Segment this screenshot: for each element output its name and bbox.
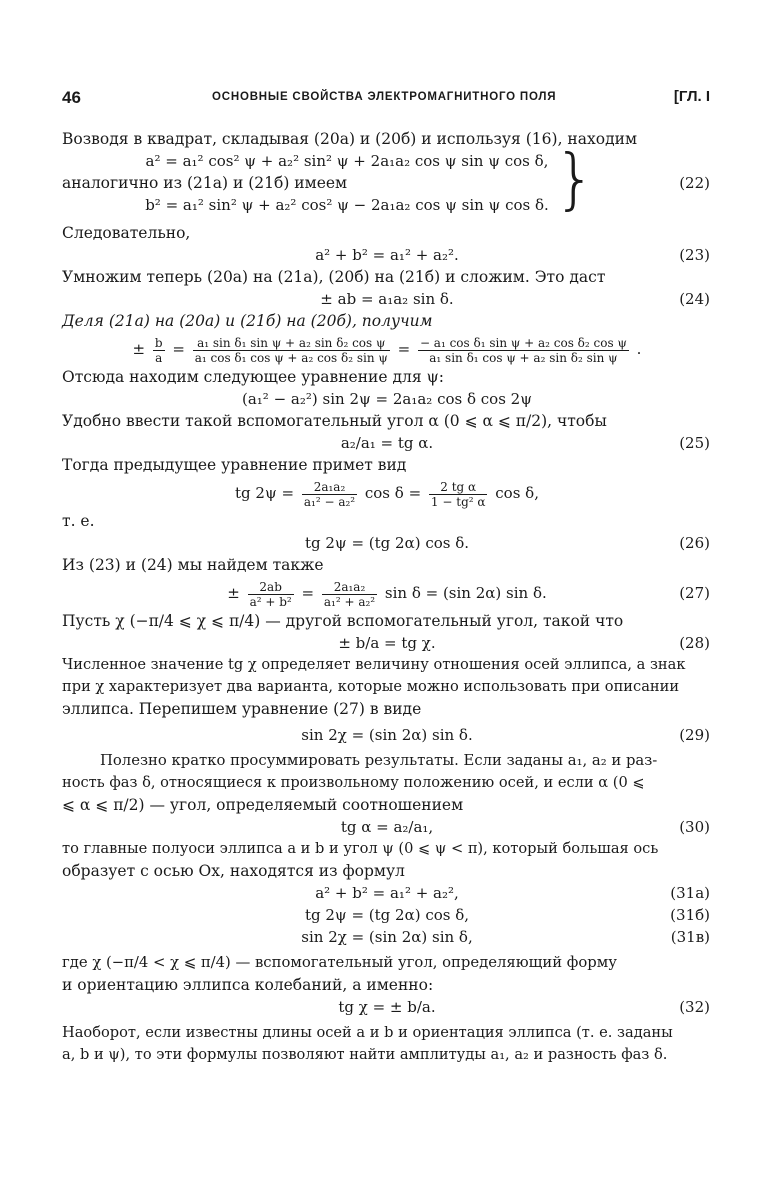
eq-part: = — [397, 340, 411, 358]
equation-number: (24) — [679, 290, 710, 308]
equation-31b — [62, 904, 712, 926]
equation-23 — [62, 244, 712, 266]
text-line: Тогда предыдущее уравнение примет вид — [62, 456, 407, 474]
denominator: a₁² + a₂² — [323, 594, 376, 609]
equation-29 — [62, 724, 712, 746]
denominator: a₁ cos δ₁ cos ψ + a₂ cos δ₂ sin ψ — [194, 350, 388, 365]
text-line: образует с осью Ox, находятся из формул — [62, 862, 405, 880]
text-line: Наоборот, если известны длины осей a и b и ориентация эллипса (т. е. заданы — [62, 1024, 673, 1041]
equation-number: (32) — [679, 998, 710, 1016]
equation-31a — [62, 882, 712, 904]
equation-number: (27) — [679, 584, 710, 602]
fraction — [153, 336, 165, 365]
text-line: Следовательно, — [62, 224, 191, 242]
eq-part: = — [172, 340, 185, 358]
equation-number: (22) — [679, 174, 710, 192]
text-line: Отсюда находим следующее уравнение для ψ: — [62, 368, 444, 386]
equation-body: tg 2ψ = (tg 2α) cos δ, — [304, 906, 470, 924]
denominator: a — [155, 350, 163, 365]
equation-body: tg 2ψ = (tg 2α) cos δ. — [304, 534, 470, 552]
denominator: a² + b² — [249, 594, 292, 609]
equation-tg — [62, 476, 712, 510]
equation-number: (23) — [679, 246, 710, 264]
equation-number: (31в) — [670, 928, 710, 946]
text-line: Численное значение tg χ определяет величину отношения осей эллипса, а знак — [62, 656, 686, 673]
equation-body: a₂/a₁ = tg α. — [340, 434, 434, 452]
numerator: b — [154, 335, 163, 350]
denominator: 1 − tg² α — [430, 494, 486, 509]
text-line: Пусть χ (−π/4 ⩽ χ ⩽ π/4) — другой вспомогательный угол, такой что — [62, 612, 624, 630]
eq-part: = — [301, 584, 315, 602]
equation-body: tg χ = ± b/a. — [338, 998, 436, 1016]
numerator: a₁ sin δ₁ sin ψ + a₂ sin δ₂ cos ψ — [193, 336, 390, 351]
equation-27 — [62, 576, 712, 610]
text-line: Из (23) и (24) мы найдем также — [62, 556, 324, 574]
eq-part: ± — [227, 584, 240, 602]
fraction — [193, 336, 390, 365]
running-title: ОСНОВНЫЕ СВОЙСТВА ЭЛЕКТРОМАГНИТНОГО ПОЛЯ — [212, 91, 557, 103]
equation-system-22 — [62, 140, 712, 217]
text-inline: аналогично из (21а) и (21б) имеем — [62, 174, 348, 192]
brace-icon: } — [554, 140, 596, 217]
equation-24 — [62, 288, 712, 310]
equation-body: sin 2χ = (sin 2α) sin δ. — [301, 726, 473, 744]
numerator: 2ab — [248, 580, 294, 595]
denominator: a₁ sin δ₁ cos ψ + a₂ sin δ₂ sin ψ — [429, 350, 618, 365]
fraction — [248, 580, 294, 609]
fraction — [302, 480, 357, 509]
page-number: 46 — [62, 88, 81, 107]
text-line: Умножим теперь (20а) на (21а), (20б) на (21б) и сложим. Это даст — [62, 268, 606, 286]
eq-part: . — [636, 340, 642, 358]
equation-26 — [62, 532, 712, 554]
chapter-label: [ГЛ. I — [673, 88, 710, 105]
eq-part: cos δ = — [364, 484, 422, 502]
equation-22b: b² = a₁² sin² ψ + a₂² cos² ψ − 2a₁a₂ cos ψ sin ψ cos δ. — [145, 196, 549, 214]
text-line: то главные полуоси эллипса a и b и угол ψ (0 ⩽ ψ < π), который большая ось — [62, 840, 659, 857]
equation-body: a² + b² = a₁² + a₂², — [315, 884, 459, 902]
equation-body: tg α = a₂/a₁, — [340, 818, 434, 836]
page-body — [62, 128, 712, 1066]
equation-number: (31а) — [670, 884, 710, 902]
fraction — [322, 580, 377, 609]
text-line: ность фаз δ, относящиеся к произвольному положению осей, и если α (0 ⩽ — [62, 774, 645, 791]
equation-body: ± ab = a₁a₂ sin δ. — [320, 290, 454, 308]
equation-body: ± b/a = tg χ. — [338, 634, 436, 652]
equation-32 — [62, 996, 712, 1018]
equation-number: (28) — [679, 634, 710, 652]
fraction — [429, 480, 488, 509]
numerator: 2a₁a₂ — [302, 480, 357, 495]
equation-body: a² + b² = a₁² + a₂². — [315, 246, 459, 264]
fraction — [418, 336, 629, 365]
eq-part: cos δ, — [495, 484, 539, 502]
text-line: эллипса. Перепишем уравнение (27) в виде — [62, 700, 422, 718]
numerator: 2a₁a₂ — [322, 580, 377, 595]
equation-number: (29) — [679, 726, 710, 744]
equation-31c — [62, 926, 712, 948]
eq-part: sin δ = (sin 2α) sin δ. — [384, 584, 547, 602]
text-line: Удобно ввести такой вспомогательный угол α (0 ⩽ α ⩽ π/2), чтобы — [62, 412, 607, 430]
equation-number: (26) — [679, 534, 710, 552]
text-line — [62, 172, 712, 194]
equation-division — [62, 332, 712, 366]
denominator: a₁² − a₂² — [303, 494, 356, 509]
equation-22a: a² = a₁² cos² ψ + a₂² sin² ψ + 2a₁a₂ cos ψ sin ψ cos δ, — [145, 152, 549, 170]
text-line: при χ характеризует два варианта, которые можно использовать при описании — [62, 678, 680, 695]
numerator: − a₁ cos δ₁ sin ψ + a₂ cos δ₂ cos ψ — [419, 335, 627, 350]
equation-number: (25) — [679, 434, 710, 452]
text-line: Полезно кратко просуммировать результаты. Если заданы a₁, a₂ и раз- — [100, 752, 658, 769]
text-line: Возводя в квадрат, складывая (20а) и (20б) и используя (16), находим — [62, 130, 637, 148]
equation-28 — [62, 632, 712, 654]
equation-number: (31б) — [670, 906, 710, 924]
text-line: a, b и ψ), то эти формулы позволяют найти амплитуды a₁, a₂ и разность фаз δ. — [62, 1046, 668, 1063]
text-line: где χ (−π/4 < χ ⩽ π/4) — вспомогательный угол, определяющий форму — [62, 954, 617, 971]
text-line: Деля (21а) на (20а) и (21б) на (20б), получим — [62, 312, 433, 330]
equation-number: (30) — [679, 818, 710, 836]
text-line: т. е. — [62, 512, 95, 530]
equation-30 — [62, 816, 712, 838]
equation-body: sin 2χ = (sin 2α) sin δ, — [301, 928, 473, 946]
eq-part: tg 2ψ = — [235, 484, 295, 502]
numerator: 2 tg α — [429, 480, 488, 495]
text-line: ⩽ α ⩽ π/2) — угол, определяемый соотношением — [62, 796, 464, 814]
equation-psi: (a₁² − a₂²) sin 2ψ = 2a₁a₂ cos δ cos 2ψ — [242, 390, 532, 408]
running-header — [62, 88, 712, 112]
text-line: и ориентацию эллипса колебаний, а именно: — [62, 976, 434, 994]
equation-25 — [62, 432, 712, 454]
eq-part: ± — [132, 340, 146, 358]
